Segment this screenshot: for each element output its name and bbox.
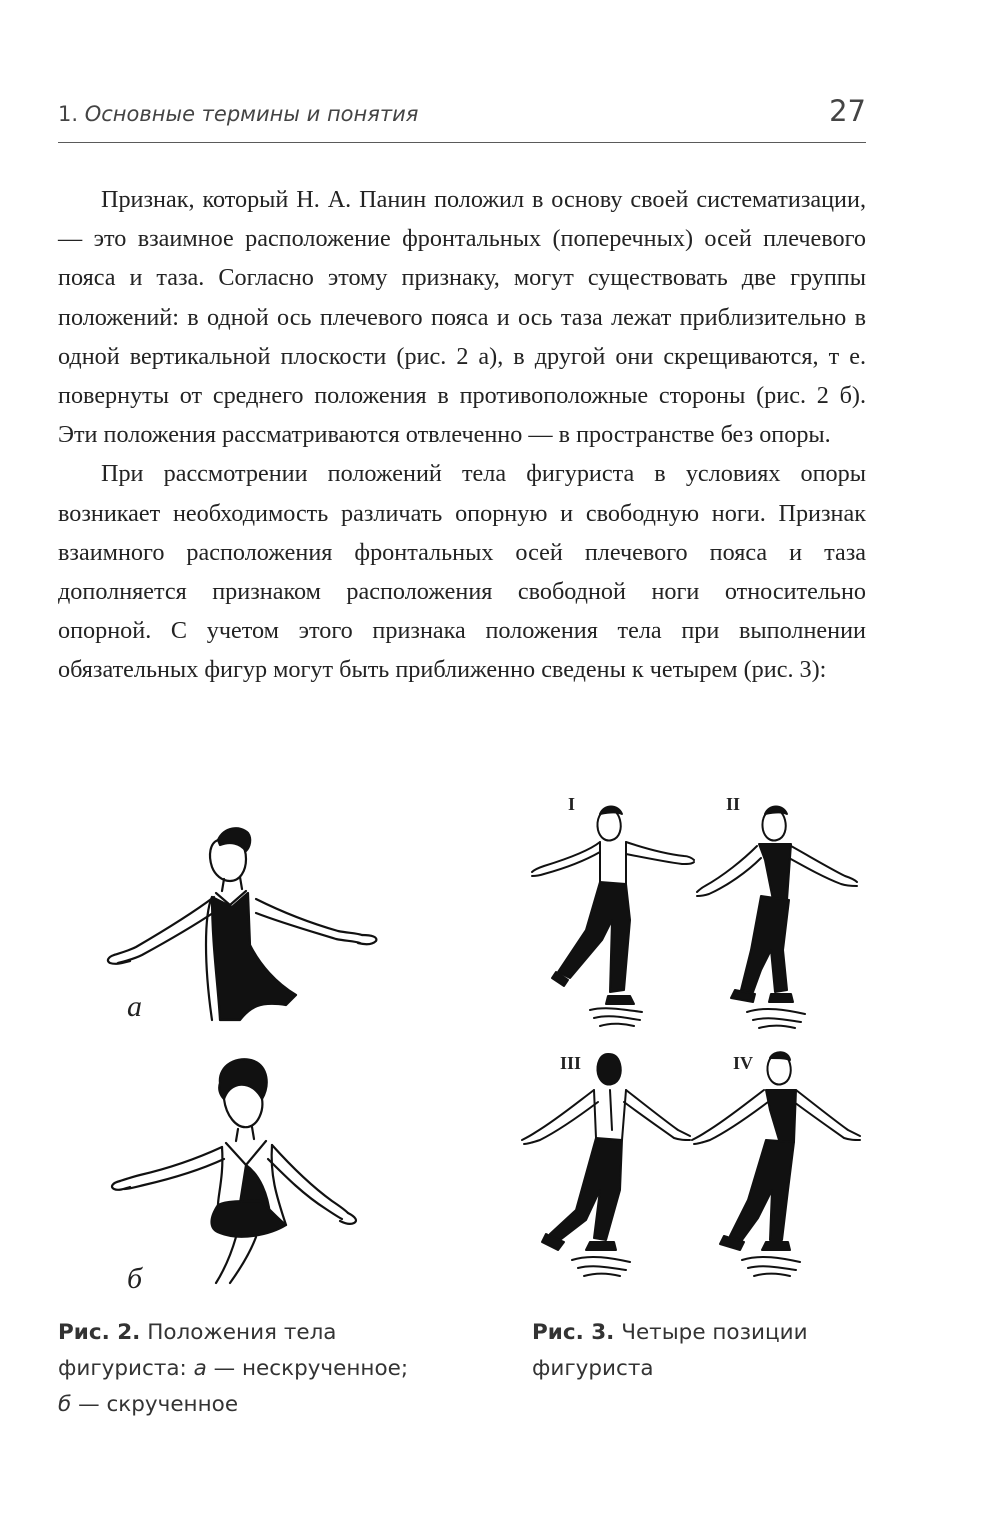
skater-position-3 xyxy=(520,1050,700,1290)
figure-3-caption-label: Рис. 3. xyxy=(532,1320,615,1345)
paragraph-2: При рассмотрении положений тела фигуриста в условиях опоры возникает необходимость различать опорную и свободную ноги. Признак взаимного расположения фронтальных осей плечевого пояса и таза дополняется признаком расположения свободной ноги относительно опорной. С учетом этого признака положения тела при выполнении обязательных фигур могут быть приближенно сведены к четырем (рис. 3): xyxy=(58,460,866,684)
figure-2-caption-b-text: — скрученное xyxy=(78,1392,239,1417)
running-header xyxy=(58,94,866,143)
figure-2-caption-b: б xyxy=(58,1392,72,1417)
page-number: 27 xyxy=(829,94,866,128)
figure-2-caption-text-1: Положения тела xyxy=(147,1320,337,1345)
figure-3-caption-text-2: фигуриста xyxy=(532,1356,654,1381)
figure-2-caption-a: а xyxy=(193,1356,207,1381)
body-text xyxy=(58,180,866,690)
figure-2-caption-line-3 xyxy=(58,1387,418,1423)
figure-3-caption-line-2 xyxy=(532,1351,862,1387)
section-number: 1. xyxy=(58,102,79,126)
skater-position-4 xyxy=(690,1050,870,1290)
figure-3-caption-text-1: Четыре позиции xyxy=(621,1320,808,1345)
figure-2-caption-label: Рис. 2. xyxy=(58,1320,141,1345)
section-heading xyxy=(58,102,418,126)
figure-2-caption-text-2: фигуриста: xyxy=(58,1356,187,1381)
figure-2-caption-line-1 xyxy=(58,1315,418,1351)
position-label-2: II xyxy=(726,794,741,814)
figure-2b-label: б xyxy=(127,1262,143,1295)
skater-position-2 xyxy=(695,800,865,1040)
figure-2a-illustration xyxy=(100,815,390,1030)
figure-2-caption-a-text: — нескрученное; xyxy=(213,1356,409,1381)
figure-2-caption-line-2 xyxy=(58,1351,418,1387)
figure-2-caption xyxy=(58,1315,418,1423)
section-title: Основные термины и понятия xyxy=(84,102,419,126)
figure-3-caption-line-1 xyxy=(532,1315,862,1351)
position-label-3: III xyxy=(560,1053,582,1073)
figure-3-caption xyxy=(532,1315,862,1387)
position-label-1: I xyxy=(568,794,576,814)
figure-2a-label: а xyxy=(127,990,142,1023)
position-label-4: IV xyxy=(733,1053,754,1073)
paragraph-1: Признак, который Н. А. Панин положил в основу своей систематизации, — это взаимное расположение фронтальных (поперечных) осей плечевого пояса и таза. Согласно этому признаку, могут существовать две группы положений: в одной ось плечевого пояса и ось таза лежат приблизительно в одной вертикальной плоскости (рис. 2 а), в другой они скрещиваются, т е. повернуты от среднего положения в противоположные стороны (рис. 2 б). Эти положения рассматриваются отвлеченно — в пространстве без опоры. xyxy=(58,186,866,449)
skater-position-1 xyxy=(530,800,700,1040)
figure-2b-illustration xyxy=(100,1055,370,1285)
